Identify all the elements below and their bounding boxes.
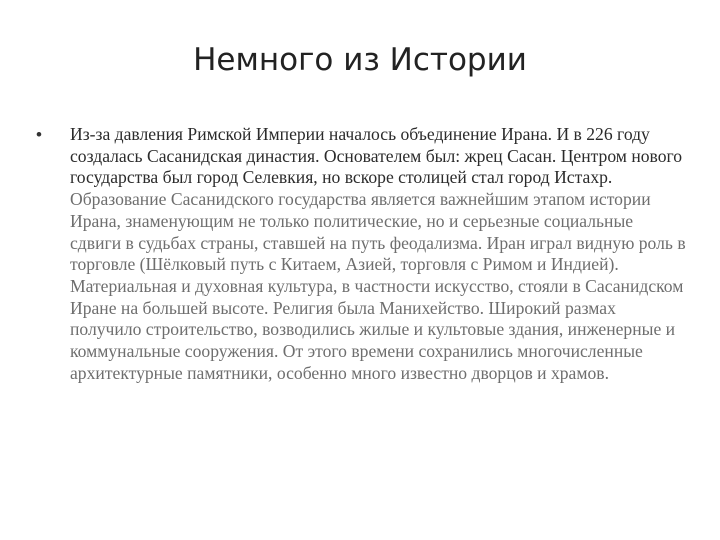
bullet-list [32, 124, 688, 384]
slide-title: Немного из Истории [193, 42, 527, 78]
bullet-icon: • [36, 125, 42, 144]
paragraph-dark-text: Из-за давления Римской Империи началось объединение Ирана. И в 226 году создалась Сасанидская династия. Основателем был: жрец Сасан. Центром нового государства был город Селевкия, но вскоре столицей стал город Истахр. [70, 124, 683, 188]
paragraph-gray-text: Образование Сасанидского государства является важнейшим этапом истории Ирана, знаменующим не только политические, но и серьезные социальные сдвиги в судьбах страны, ставшей на путь феодализма. Иран играл видную роль в торговле (Шёлковый путь с Китаем, Азией, торговля с Римом и Индией). Материальная и духовная культура, в частности искусство, стояли в Сасанидском Иране на большей высоте. Религия была Манихейство. Широкий размах получило строительство, возводились жилые и культовые здания, инженерные и коммунальные сооружения. От этого времени сохранились многочисленные архитектурные памятники, особенно много известно дворцов и храмов. [70, 189, 686, 383]
bullet-item [32, 124, 688, 384]
